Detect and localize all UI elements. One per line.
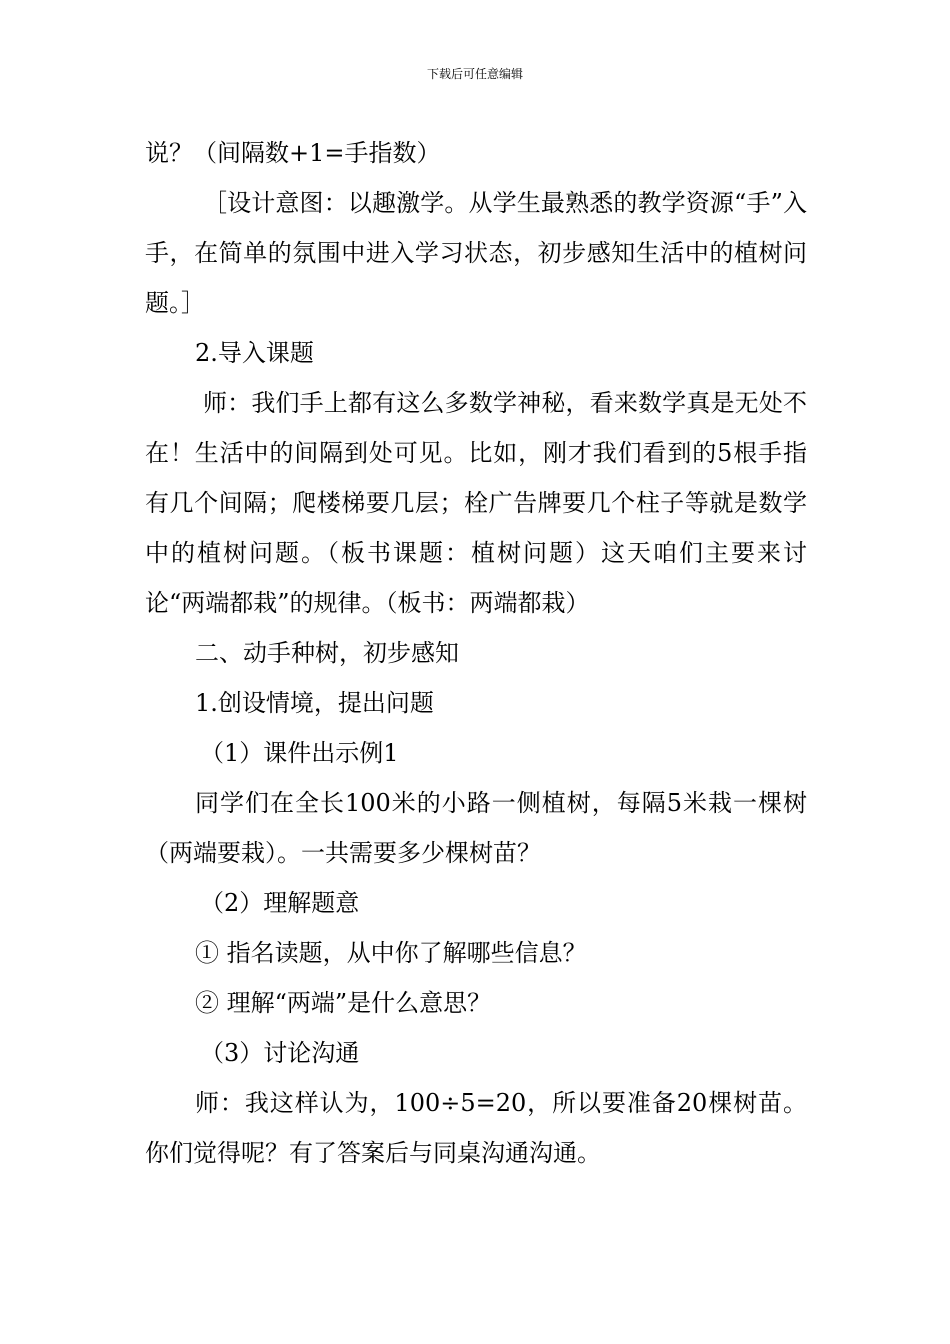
heading-section-two: 二、动手种树，初步感知 (195, 639, 459, 667)
document-body (145, 128, 807, 1178)
heading-create-situation: 1.创设情境，提出问题 (195, 689, 434, 717)
paragraph-teacher-answer: 师：我这样认为，100÷5=20，所以要准备20棵树苗。你们觉得呢？有了答案后与同桌沟通沟通。 (145, 1089, 807, 1167)
item-read-problem: ① 指名读题，从中你了解哪些信息？ (195, 939, 587, 967)
page-header: 下载后可任意编辑 (426, 67, 523, 81)
item-understand-problem: （2）理解题意 (200, 889, 360, 917)
heading-import-topic: 2.导入课题 (195, 339, 314, 367)
paragraph-question-end: 说？（间隔数+1=手指数） (145, 139, 441, 167)
paragraph-example-problem: 同学们在全长100米的小路一侧植树，每隔5米栽一棵树（两端要栽）。一共需要多少棵树苗？ (145, 789, 807, 867)
item-discuss: （3）讨论沟通 (200, 1039, 360, 1067)
paragraph-teacher-intro: 师：我们手上都有这么多数学神秘，看来数学真是无处不在！生活中的间隔到处可见。比如，刚才我们看到的5根手指有几个间隔；爬楼梯要几层；栓广告牌要几个柱子等就是数学中的植树问题。（板书课题：植树问题）这天咱们主要来讨论“两端都栽”的规律。（板书：两端都栽） (145, 389, 807, 617)
paragraph-design-intent: ［设计意图：以趣激学。从学生最熟悉的教学资源“手”入手，在简单的氛围中进入学习状态，初步感知生活中的植树问题。］ (145, 189, 807, 317)
item-understand-both-ends: ② 理解“两端”是什么意思？ (195, 989, 492, 1017)
item-show-example: （1）课件出示例1 (200, 739, 399, 767)
